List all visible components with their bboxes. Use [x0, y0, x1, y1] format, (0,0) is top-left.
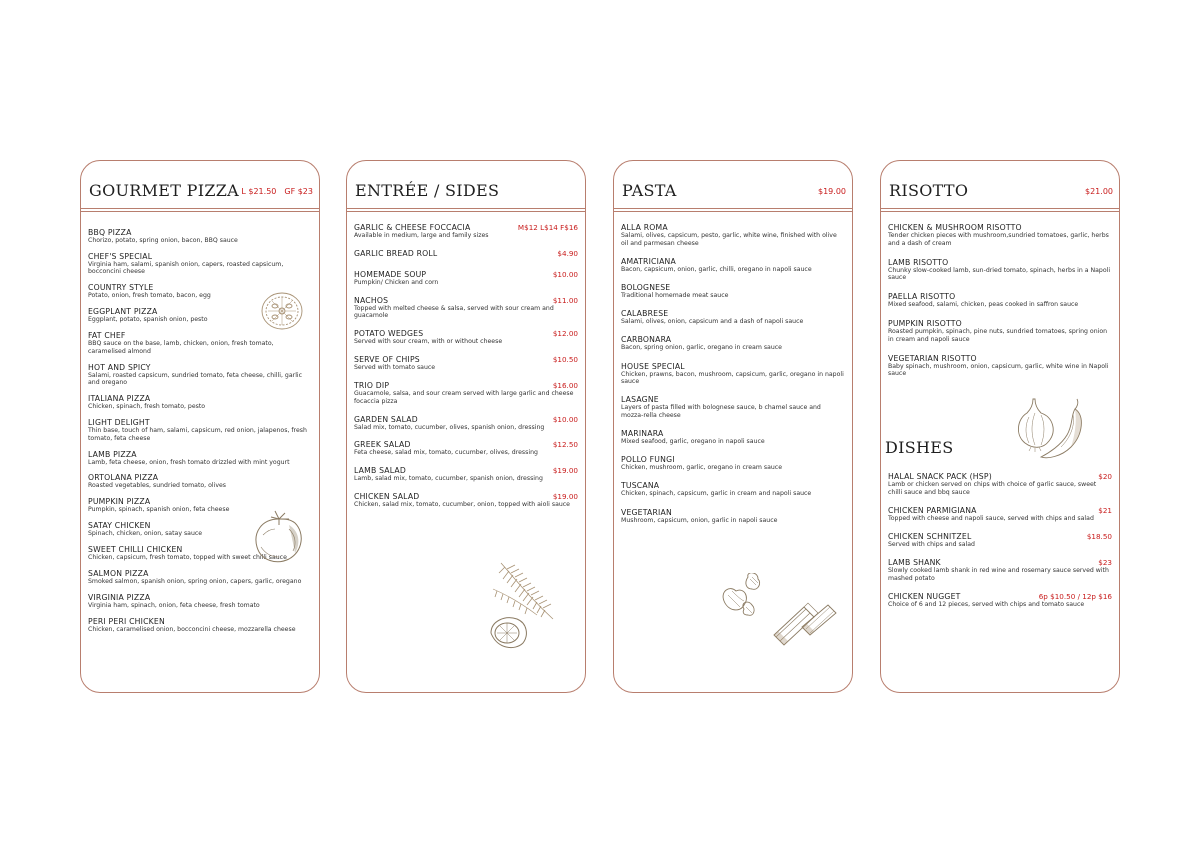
item-name: LAMB RISOTTO — [888, 257, 949, 267]
item-desc: Served with tomato sauce — [354, 364, 436, 372]
item-desc: Mixed seafood, garlic, oregano in napoli sauce — [621, 438, 765, 446]
menu-item — [354, 270, 578, 287]
menu-item — [88, 363, 312, 387]
item-name: LIGHT DELIGHT — [88, 418, 150, 428]
menu-item — [621, 455, 845, 472]
item-desc: Lamb, feta cheese, onion, fresh tomato drizzled with mint yogurt — [88, 458, 290, 466]
menu-item — [888, 258, 1112, 282]
menu-item — [888, 354, 1112, 378]
item-name: LASAGNE — [621, 395, 659, 405]
item-desc: Roasted vegetables, sundried tomato, olives — [88, 482, 227, 490]
risotto-panel — [880, 160, 1120, 693]
item-desc: Thin base, touch of ham, salami, capsicum, red onion, jalapenos, fresh tomato, feta cheese — [88, 427, 307, 442]
pizza-title: GOURMET PIZZA — [89, 181, 240, 200]
item-desc: Virginia ham, spinach, onion, feta cheese, fresh tomato — [88, 601, 260, 609]
menu-item — [88, 394, 312, 411]
item-desc: Available in medium, large and family sizes — [354, 232, 489, 239]
item-desc: Chicken, capsicum, fresh tomato, topped with sweet chilli sauce — [88, 554, 287, 562]
menu-item — [88, 593, 312, 610]
item-name: CHICKEN NUGGET — [888, 591, 961, 601]
item-name: BOLOGNESE — [621, 282, 671, 292]
menu-item — [621, 395, 845, 419]
menu-item — [621, 508, 845, 525]
item-name: VEGETARIAN RISOTTO — [888, 353, 977, 363]
menu-item — [354, 249, 578, 258]
item-name: GREEK SALAD — [354, 440, 411, 450]
pizza-panel — [80, 160, 320, 693]
item-desc: Lamb or chicken served on chips with choice of garlic sauce, sweet chilli sauce and bbq sauce — [888, 481, 1097, 496]
risotto-price: $21.00 — [1085, 187, 1113, 196]
item-price: $20 — [1098, 472, 1112, 481]
item-name: CHICKEN & MUSHROOM RISOTTO — [888, 223, 1022, 232]
item-name: GARLIC BREAD ROLL — [354, 248, 438, 258]
item-price: $18.50 — [1086, 531, 1112, 541]
item-desc: Salami, olives, capsicum, pesto, garlic, white wine, finished with olive oil and parmesan cheese — [621, 232, 837, 247]
item-desc: Served with sour cream, with or without cheese — [354, 338, 503, 346]
menu-item — [621, 223, 845, 247]
item-desc: Chicken, prawns, bacon, mushroom, capsicum, garlic, oregano in napoli sauce — [621, 370, 844, 386]
item-desc: Roasted pumpkin, spinach, pine nuts, sundried tomatoes, spring onion in cream and napoli sauce — [888, 328, 1108, 343]
item-desc: Bacon, capsicum, onion, garlic, chilli, oregano in napoli sauce — [621, 265, 812, 273]
item-name: CHICKEN PARMIGIANA — [888, 505, 977, 515]
item-name: HALAL SNACK PACK (HSP) — [888, 472, 992, 481]
menu-item — [88, 617, 312, 634]
menu-item — [88, 228, 312, 245]
menu-item — [888, 592, 1112, 609]
item-price: $10.50 — [552, 355, 578, 365]
item-desc: Chicken, mushroom, garlic, oregano in cream sauce — [621, 464, 783, 472]
item-name: SERVE OF CHIPS — [354, 355, 420, 365]
risotto-list — [888, 223, 1112, 388]
item-name: AMATRICIANA — [621, 256, 676, 266]
menu-item — [88, 331, 312, 355]
item-name: VEGETARIAN — [621, 507, 672, 517]
item-desc: Pumpkin/ Chicken and corn — [354, 278, 439, 286]
menu-item — [88, 450, 312, 467]
pizza-price — [233, 187, 313, 196]
item-name: PUMPKIN RISOTTO — [888, 319, 962, 329]
item-desc: Chicken, spinach, capsicum, garlic in cream and napoli sauce — [621, 490, 812, 498]
pasta-title: PASTA — [622, 181, 677, 200]
entree-header — [347, 161, 585, 209]
item-desc: Pumpkin, spinach, spanish onion, feta cheese — [88, 506, 230, 514]
item-name: NACHOS — [354, 295, 389, 305]
item-desc: Chicken, caramelised onion, bocconcini cheese, mozzarella cheese — [88, 625, 296, 633]
item-name: VIRGINIA PIZZA — [88, 592, 151, 602]
item-name: LAMB SHANK — [888, 558, 941, 568]
item-price: $10.00 — [552, 414, 578, 424]
item-desc: Smoked salmon, spanish onion, spring onion, capers, garlic, oregano — [88, 577, 302, 585]
garlic-chilli-icon — [1013, 395, 1093, 463]
item-name: CARBONARA — [621, 335, 672, 345]
item-name: SWEET CHILLI CHICKEN — [88, 545, 183, 555]
item-desc: Layers of pasta filled with bolognese sauce, b chamel sauce and mozza-rella cheese — [621, 404, 821, 419]
menu-item — [354, 466, 578, 483]
item-name: SATAY CHICKEN — [88, 521, 151, 531]
item-desc: Eggplant, potato, spanish onion, pesto — [88, 316, 208, 324]
item-price: $19.00 — [552, 492, 578, 502]
menu-item — [621, 309, 845, 326]
menu-item — [354, 492, 578, 509]
item-desc: Topped with melted cheese & salsa, served with sour cream and guacamole — [354, 304, 554, 320]
item-price: $23 — [1098, 558, 1112, 568]
item-name: SALMON PIZZA — [88, 568, 149, 578]
item-name: LAMB SALAD — [354, 466, 406, 476]
pasta-price: $19.00 — [818, 187, 846, 196]
item-name: MARINARA — [621, 429, 664, 439]
item-desc: Guacamole, salsa, and sour cream served with large garlic and cheese focaccia pizza — [354, 390, 574, 405]
item-name: BBQ PIZZA — [88, 228, 132, 237]
menu-item — [888, 292, 1112, 309]
risotto-title: RISOTTO — [889, 181, 969, 200]
item-desc: Mixed seafood, salami, chicken, peas cooked in saffron sauce — [888, 301, 1079, 309]
menu-item — [354, 381, 578, 405]
menu-item — [888, 532, 1112, 549]
menu-item — [88, 473, 312, 490]
item-price: M$12 L$14 F$16 — [517, 223, 578, 232]
menu-item — [621, 283, 845, 300]
item-name: CHICKEN SCHNITZEL — [888, 531, 972, 541]
menu-item — [88, 418, 312, 442]
item-price: $12.00 — [552, 329, 578, 339]
tomato-icon — [249, 507, 309, 567]
menu-item — [88, 252, 312, 276]
item-name: ALLA ROMA — [621, 223, 668, 232]
item-name: PAELLA RISOTTO — [888, 292, 956, 302]
entree-title: ENTRÉE / SIDES — [355, 181, 500, 200]
item-desc: Choice of 6 and 12 pieces, served with chips and tomato sauce — [888, 600, 1085, 608]
item-desc: Slowly cooked lamb shank in red wine and rosemary sauce served with mashed potato — [888, 567, 1109, 582]
item-price: $10.00 — [552, 269, 578, 279]
item-desc: Spinach, chicken, onion, satay sauce — [88, 530, 203, 538]
menu-item — [621, 481, 845, 498]
item-name: GARLIC & CHEESE FOCCACIA — [354, 223, 471, 232]
item-desc: Chorizo, potato, spring onion, bacon, BBQ sauce — [88, 237, 238, 244]
menu-item — [354, 440, 578, 457]
menu-item — [354, 355, 578, 372]
item-name: HOMEMADE SOUP — [354, 269, 427, 279]
item-name: CHICKEN SALAD — [354, 492, 420, 502]
item-desc: Salad mix, tomato, cucumber, olives, spanish onion, dressing — [354, 423, 545, 431]
item-desc: Salami, olives, onion, capsicum and a dash of napoli sauce — [621, 318, 804, 326]
item-desc: BBQ sauce on the base, lamb, chicken, onion, fresh tomato, caramelised almond — [88, 340, 274, 355]
menu-item — [888, 319, 1112, 343]
item-desc: Virginia ham, salami, spanish onion, capers, roasted capsicum, bocconcini cheese — [88, 260, 284, 276]
menu-item — [354, 415, 578, 432]
item-desc: Chicken, salad mix, tomato, cucumber, onion, topped with aioli sauce — [354, 501, 570, 509]
item-desc: Topped with cheese and napoli sauce, served with chips and salad — [888, 514, 1094, 522]
item-name: EGGPLANT PIZZA — [88, 307, 158, 317]
item-name: ITALIANA PIZZA — [88, 394, 151, 404]
item-desc: Traditional homemade meat sauce — [621, 291, 729, 299]
menu-item — [888, 506, 1112, 523]
pasta-panel — [613, 160, 853, 693]
item-name: TUSCANA — [621, 481, 660, 491]
item-name: FAT CHEF — [88, 331, 126, 341]
item-price: $11.00 — [552, 295, 578, 305]
menu-item — [621, 362, 845, 386]
item-desc: Chicken, spinach, fresh tomato, pesto — [88, 403, 206, 411]
menu-item — [354, 223, 578, 240]
item-name: GARDEN SALAD — [354, 414, 418, 424]
item-desc: Lamb, salad mix, tomato, cucumber, spanish onion, dressing — [354, 475, 543, 483]
item-name: HOUSE SPECIAL — [621, 361, 685, 371]
item-name: COUNTRY STYLE — [88, 283, 154, 293]
pasta-header — [614, 161, 852, 209]
item-name: TRIO DIP — [354, 381, 390, 391]
pizza-price-gf: GF $23 — [284, 187, 313, 196]
item-desc: Served with chips and salad — [888, 540, 975, 548]
menu-item — [888, 558, 1112, 582]
item-price: $16.00 — [552, 381, 578, 391]
menu-item — [621, 257, 845, 274]
item-desc: Tender chicken pieces with mushroom,sundried tomatoes, garlic, herbs and a dash of cream — [888, 232, 1109, 247]
menu-item — [621, 429, 845, 446]
item-name: HOT AND SPICY — [88, 362, 151, 372]
entree-list — [354, 223, 578, 518]
item-price: $21 — [1098, 505, 1112, 515]
item-desc: Chunky slow-cooked lamb, sun-dried tomato, spinach, herbs in a Napoli sauce — [888, 266, 1111, 282]
pasta-shapes-icon — [718, 573, 840, 653]
item-price: $4.90 — [557, 248, 578, 258]
item-name: POTATO WEDGES — [354, 329, 424, 339]
item-price: $12.50 — [552, 440, 578, 450]
pizza-header — [81, 161, 319, 209]
item-name: CHEF'S SPECIAL — [88, 251, 153, 261]
item-name: LAMB PIZZA — [88, 449, 137, 459]
item-name: POLLO FUNGI — [621, 455, 675, 465]
item-price: 6p $10.50 / 12p $16 — [1038, 591, 1112, 601]
menu-item — [888, 472, 1112, 496]
item-name: PUMPKIN PIZZA — [88, 497, 151, 507]
entree-panel — [346, 160, 586, 693]
item-desc: Feta cheese, salad mix, tomato, cucumber, olives, dressing — [354, 449, 538, 457]
dishes-title: DISHES — [885, 438, 954, 457]
item-desc: Mushroom, capsicum, onion, garlic in napoli sauce — [621, 516, 778, 524]
pizza-price-large: L $21.50 — [241, 187, 277, 196]
item-desc: Salami, roasted capsicum, sundried tomato, feta cheese, chilli, garlic and oregano — [88, 371, 303, 387]
item-desc: Potato, onion, fresh tomato, bacon, egg — [88, 292, 211, 300]
menu-item — [888, 223, 1112, 247]
menu-item — [354, 296, 578, 320]
item-name: ORTOLANA PIZZA — [88, 473, 159, 483]
menu-item — [88, 569, 312, 586]
risotto-header — [881, 161, 1119, 209]
item-name: PERI PERI CHICKEN — [88, 616, 165, 626]
menu-item — [354, 329, 578, 346]
rosemary-lemon-icon — [487, 559, 567, 655]
item-name: CALABRESE — [621, 309, 669, 319]
tomato-slice-icon — [259, 289, 305, 333]
pasta-list — [621, 223, 845, 534]
item-price: $19.00 — [552, 466, 578, 476]
menu-item — [621, 335, 845, 352]
item-desc: Bacon, spring onion, garlic, oregano in cream sauce — [621, 344, 782, 352]
item-desc: Baby spinach, mushroom, onion, capsicum, garlic, white wine in Napoli sauce — [888, 362, 1109, 378]
dishes-list — [888, 472, 1112, 618]
